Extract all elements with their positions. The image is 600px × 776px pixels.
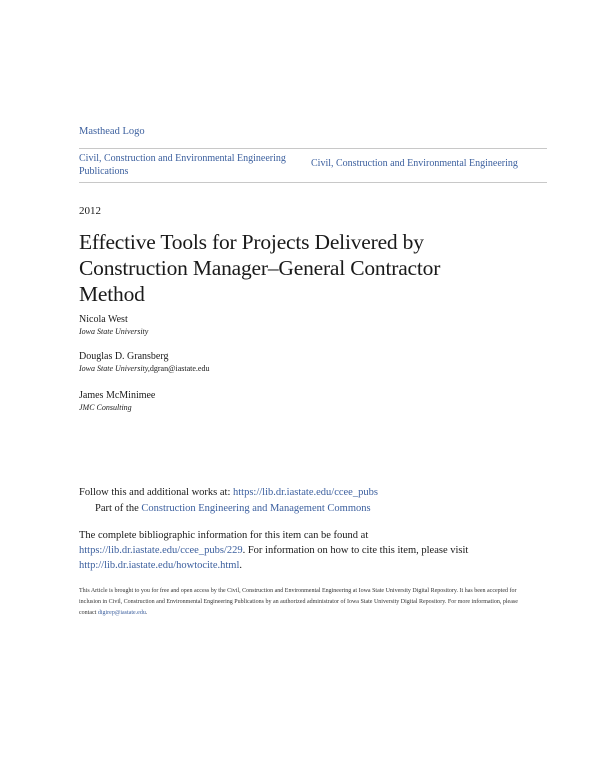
masthead-logo-link[interactable]: Masthead Logo (79, 126, 145, 137)
contact-email-link[interactable]: digirep@iastate.edu (97, 610, 146, 616)
author-block (79, 313, 148, 338)
biblio-text-2: . For information on how to cite this item, please visit (242, 545, 469, 556)
author-name: Nicola West (79, 314, 128, 325)
author-affiliation: JMC Consulting (79, 403, 132, 412)
author-name: James McMinimee (79, 390, 156, 401)
header-rule-top (79, 148, 547, 149)
series-department-link[interactable]: Civil, Construction and Environmental Engineering (311, 158, 518, 169)
repository-notice (79, 586, 529, 619)
bibliographic-info (79, 528, 519, 573)
header-rule-bottom (79, 182, 547, 183)
author-block (79, 389, 155, 414)
article-title: Effective Tools for Projects Delivered by Construction Manager–General Contractor Method (79, 230, 441, 306)
howtocite-link[interactable]: http://lib.dr.iastate.edu/howtocite.html (79, 560, 240, 571)
notice-end: . (145, 610, 148, 616)
series-publications-link[interactable]: Civil, Construction and Environmental Engineering Publications (79, 153, 286, 177)
author-affiliation-text: Iowa State University (79, 364, 148, 373)
follow-prefix: Follow this and additional works at: (79, 487, 233, 498)
part-of-line (95, 503, 371, 514)
author-affiliation: Iowa State University (79, 327, 149, 336)
publication-year: 2012 (79, 205, 101, 217)
commons-link[interactable]: Construction Engineering and Management Commons (141, 503, 371, 514)
author-email: dgran@iastate.edu (149, 364, 210, 373)
follow-link[interactable]: https://lib.dr.iastate.edu/ccee_pubs (233, 487, 378, 498)
author-affiliation: Iowa State University,dgran@iastate.edu (79, 364, 210, 373)
author-name: Douglas D. Gransberg (79, 351, 169, 362)
biblio-text-1: The complete bibliographic information for this item can be found at (79, 530, 369, 541)
follow-line (79, 487, 378, 498)
biblio-text-3: . (239, 560, 243, 571)
part-of-prefix: Part of the (95, 503, 142, 514)
author-block (79, 350, 209, 375)
notice-text: This Article is brought to you for free and open access by the Civil, Construction and Environmental Engineering at Iowa State University Digital Repository. It has been accepted for inclusion in Civil, Construction and Environmental Engineering Publications by an authorized administrator of Iowa State University Digital Repository. For more information, please contact (79, 588, 518, 616)
item-link[interactable]: https://lib.dr.iastate.edu/ccee_pubs/229 (79, 545, 243, 556)
